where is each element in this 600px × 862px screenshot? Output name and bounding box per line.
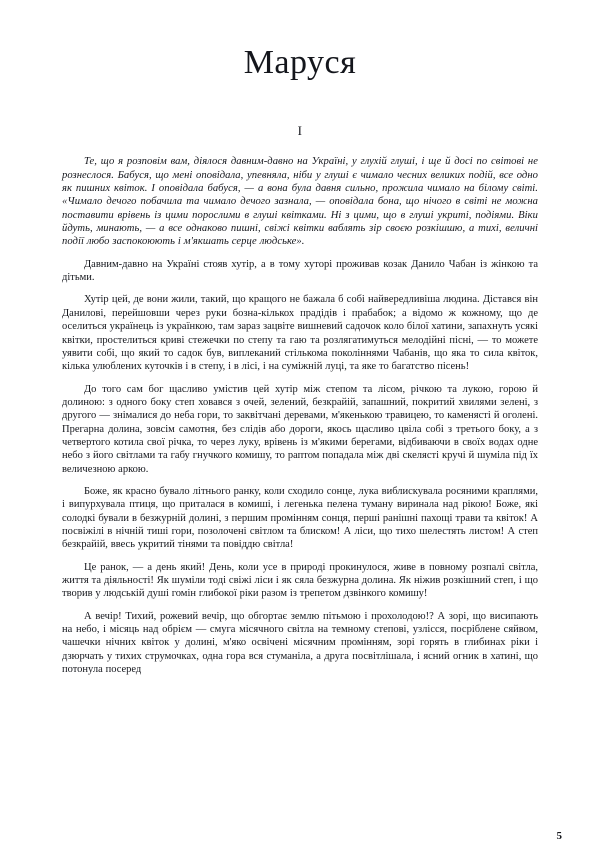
paragraph: Те, що я розповім вам, діялося давним-давно на Україні, у глухій глуші, і ще й досі по світові не рознеслося. Бабуся, що мені оповідала, упевняла, ніби у глуші є чимало чесних великих подій, все одно як пишних квіток. І оповідала бабуся, — а вона була давня сильно, прожила чимало на білому світі. «Чимало дечого побачила та чимало дечого зазнала, — оповідала бона, що нічого в світі не можна поставити врівень із цими порослими в глуші квітками. Ні з цими, що в глуші укриті, подіями. Віки йдуть, минають, — а все однаково пишні, свіжі квітки ваблять зір своєю розкішшю, а тихі, величні події любо заспокоюють і м'якшать серце людське». xyxy=(62,156,538,248)
paragraph: Давним-давно на Україні стояв хутір, а в тому хуторі проживав козак Данило Чабан із жінкою та дітьми. xyxy=(62,258,538,284)
paragraph: А вечір! Тихий, рожевий вечір, що обгортає землю пітьмою і прохолодою!? А зорі, що висипають на небо, і місяць над обрієм — смуга місячного світла на темному степові, узлісся, посріблене сяйвом, чашечки нічних квіток у долині, м'яко освічені місячним промінням, зорі горять в глибинах ріки і дзюрчать у тихих струмочках, одна гора вся стуманіла, а друга посвітлішала, і ясний огник в хатині, що потонула посеред xyxy=(62,610,538,676)
paragraph: Боже, як красно бувало літнього ранку, коли сходило сонце, лука виблискувала росяними краплями, і випурхувала птиця, що приталася в комиші, і легенька пелена туману виринала над рікою! Боже, які солодкі бували в безжурній долині, з першим промінням сонця, перші ранішні пахощі трави та квіток! А посвіжілі в нічній тиші гори, позолочені світлом та блиском! А ліси, що тихо шелестять листом! А степ безкрайій, ввесь укритий тінями та повіддю світла! xyxy=(62,485,538,551)
page-title: Маруся xyxy=(243,44,357,81)
body-text xyxy=(0,139,600,676)
page-number: 5 xyxy=(556,830,562,842)
paragraph: До того сам бог щасливо умістив цей хутір між степом та лісом, річкою та лукою, горою й долиною: з одного боку степ ховався з очей, зелений, безкрайій, запашний, покритий хвилями зелені, з другого — знімалися до неба гори, то заквітчані деревами, м'якенькою травицею, то каменясті й оголені. Прегарна долина, зовсім самотня, без слідів або дороги, якось щасливо цвіла собі з третього боку, а з четвертого котила свої річка, то через луку, врівень із м'якими берегами, відбиваючи в своїх водах одне небо з його світлами та габу гнучкого комишу, то раптом попадала між дві скелясті кручі й шуміла під їх величезною аркою. xyxy=(62,383,538,475)
paragraph: Це ранок, — а день який! День, коли усе в природі прокинулося, живе в повному розпалі світла, життя та діяльності! Як шуміли тоді свіжі ліси і як сяла безжурна долина. Як ніжив розкішний степ, і що творив у людській душі гомін глибокої ріки разом із трепетом дзвінкого комишу! xyxy=(62,561,538,600)
section-number: I xyxy=(297,123,303,139)
paragraph: Хутір цей, де вони жили, такий, що кращого не бажала б собі найвередливіша людина. Дістався він Данилові, перейшовши через руки бозна-кількох прадідів і прабабок; а відомо ж кожному, що де оселиться українець із українкою, там зараз зацвіте вишневий садочок коло білої хатини, запахнуть усякі квітки, простелиться криві стежечки по степу та гаю та розлягатимуться мелодійні пісні, — то можете уявити собі, що який то садок був, виплеканий стількома поколіннями Чабанів, що яка то сила квіток, кілька улюблених куточків і в степу, і в лісі, і на суміжній луці, та яке то багатство пісень! xyxy=(62,294,538,373)
